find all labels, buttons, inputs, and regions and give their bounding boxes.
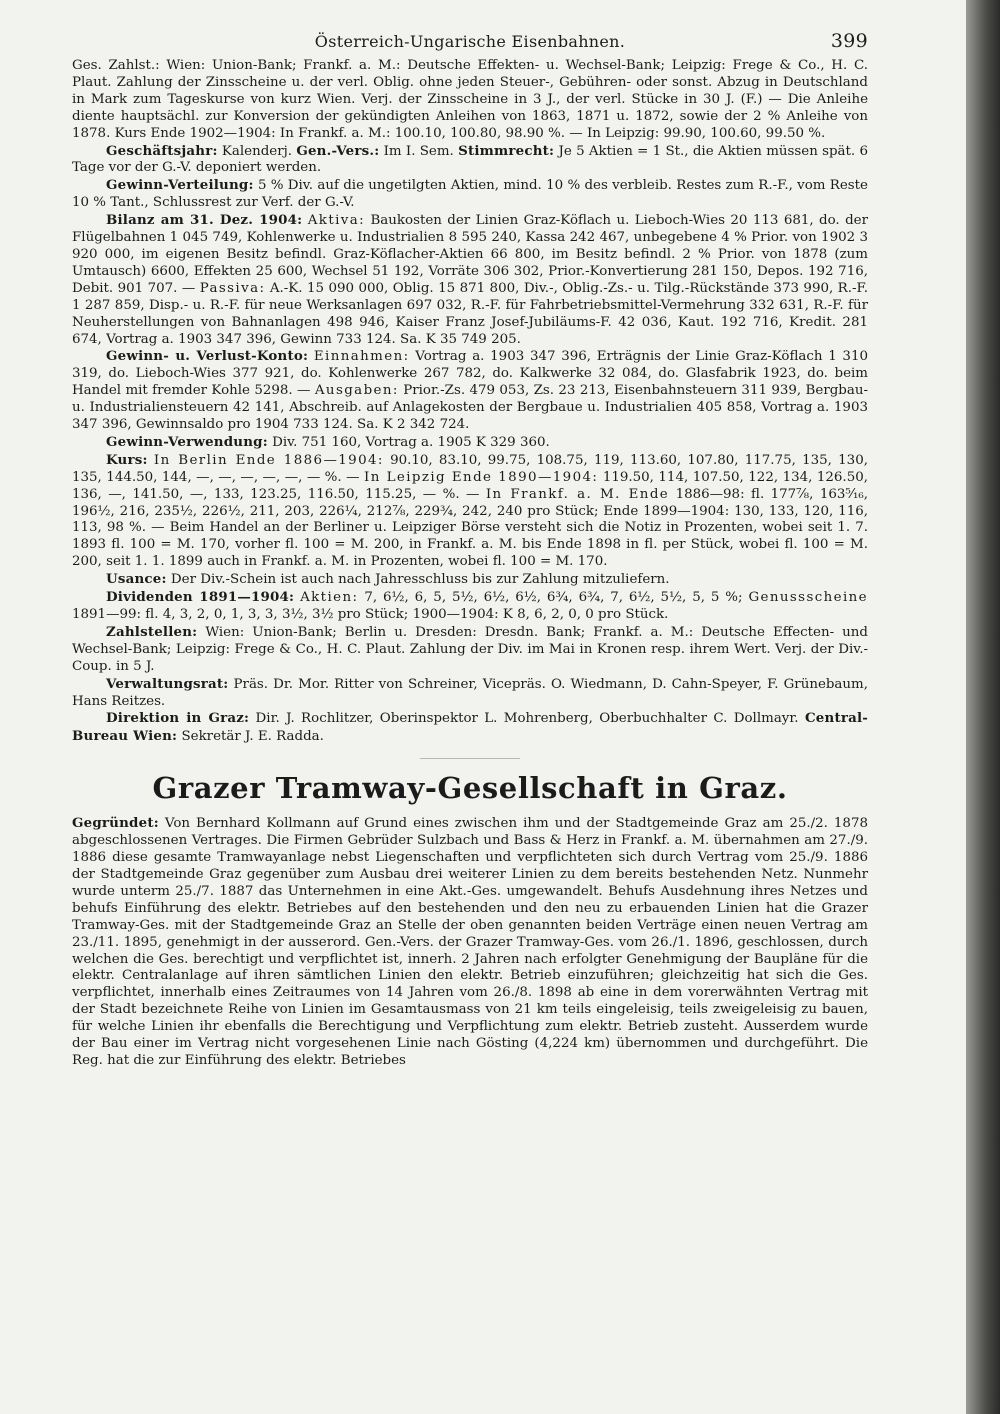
- text-gegruendet: Von Bernhard Kollmann auf Grund eines zwischen ihm und der Stadtgemeinde Graz am 25./2. 1878 abgeschlossenen Vertrages. Die Firmen Gebrüder Sulzbach und Bass & Herz in Frankf. a. M. übernahmen am 27./9. 1886 diese gesamte Tramwayanlage nebst Liegenschaften und verpflichteten sich durch Vertrag vom 25./9. 1886 der Stadtgemeinde Graz gegenüber zum Ausbau drei weiterer Linien zu dem bereits bestehenden Netz. Nunmehr wurde unterm 25./7. 1887 das Unternehmen in eine Akt.-Ges. umgewandelt. Behufs Ausdehnung ihres Netzes und behufs Einführung des elektr. Betriebes auf den bestehenden und den neu zu erbauenden Linien hat die Grazer Tramway-Ges. mit der Stadtgemeinde Graz an Stelle der oben genannten beiden Verträge einen neuen Vertrag am 23./11. 1895, genehmigt in der ausserord. Gen.-Vers. der Grazer Tramway-Ges. vom 26./1. 1896, geschlossen, durch welchen die Ges. berechtigt und verpflichtet ist, innerh. 2 Jahren nach erfolgter Genehmigung der Baupläne für die elektr. Centralanlage auf ihren sämtlichen Linien den elektr. Betrieb einzuführen; gleichzeitig hat sich die Ges. verpflichtet, innerhalb eines Zeitraumes von 14 Jahren vom 26./8. 1898 ab eine in dem vorerwähnten Vertrag mit der Stadt bezeichnete Reihe von Linien im Gesamtausmass von 21 km teils eingeleisig, teils zweigeleisig zu bauen, für welche Linien ihr ebenfalls die Berechtigung und Verpflichtung zum elektr. Betrieb zusteht. Ausserdem wurde der Bau einer im Vertrag nicht vorgesehenen Linie nach Gösting (4,224 km) übernommen und durchgeführt. Die Reg. hat die zur Einführung des elektr. Betriebes: [72, 816, 868, 1068]
- text-kurs-berlin: 90.10, 83.10, 99.75, 108.75, 119, 113.60, 107.80, 117.75, 135, 130, 135, 144.50, 144, —, —, —, —, —, — %. —: [72, 452, 868, 485]
- text-verwaltungsrat: Präs. Dr. Mor. Ritter von Schreiner, Vicepräs. O. Wiedmann, D. Cahn-Speyer, F. Grünebaum, Hans Reitzes.: [72, 676, 868, 709]
- entry-graz-koeflach: [72, 58, 868, 746]
- text-aktiva: Baukosten der Linien Graz-Köflach u. Lieboch-Wies 20 113 681, do. der Flügelbahnen 1 045 749, Kohlenwerke u. Industrialien 8 595 240, Kassa 242 467, unbegebene 4 % Prior. von 1902 3 920 000, im eigenen Besitz befindl. Graz-Köflacher-Aktien 66 800, im Besitz befindl. 2 % Prior. von 1878 (zum Umtausch) 6600, Effekten 25 600, Wechsel 51 192, Vorräte 306 302, Prior.-Konvertierung 281 150, Depos. 192 716, Debit. 901 707. —: [72, 213, 868, 296]
- running-header: [72, 28, 868, 58]
- paragraph-geschaeftsjahr: [72, 143, 868, 178]
- text-passiva: A.-K. 15 090 000, Oblig. 15 871 800, Div.-, Oblig.-Zs.- u. Tilg.-Rückstände 373 990, R.-F. 1 287 859, Disp.- u. R.-F. für neue Werksanlagen 697 032, R.-F. für Fahrbetriebsmittel-Vermehrung 332 631, R.-F. für Neuherstellungen von Bahnanlagen 498 946, Kaiser Franz Josef-Jubiläums-F. 42 036, Kaut. 192 716, Kredit. 281 674, Vortrag a. 1903 347 396, Gewinn 733 124. Sa. K 35 749 205.: [72, 280, 869, 347]
- text-stimmrecht: Je 5 Aktien = 1 St., die Aktien müssen spät. 6 Tage vor der G.-V. deponiert werden.: [72, 143, 868, 176]
- text-usance: Der Div.-Schein ist auch nach Jahresschluss bis zur Zahlung mitzuliefern.: [170, 572, 670, 588]
- running-title: Österreich-Ungarische Eisenbahnen.: [314, 32, 626, 51]
- text-zahlstellen: Wien: Union-Bank; Berlin u. Dresden: Dresdn. Bank; Frankf. a. M.: Deutsche Effecten- und Wechsel-Bank; Leipzig: Frege & Co., H. C. Plaut. Zahlung der Div. im Mai in Kronen resp. ihrem Wert. Verj. der Div.-Coup. in 5 J.: [72, 624, 868, 674]
- page-binding-shadow: [966, 0, 1000, 1414]
- text-einnahmen: Vortrag a. 1903 347 396, Erträgnis der Linie Graz-Köflach 1 310 319, do. Lieboch-Wies 377 921, do. Kohlenwerke 267 782, do. Kalkwerke 32 084, do. Glasfabrik 1923, do. beim Handel mit fremder Kohle 5298. —: [72, 349, 868, 399]
- paragraph-gewinnverteilung: [72, 177, 868, 212]
- text-genvers: Im I. Sem.: [383, 143, 454, 159]
- paragraph-gegruendet: [72, 815, 868, 1070]
- paragraph-gewinnverwendung: [72, 434, 868, 452]
- label-stimmrecht: Stimmrecht:: [458, 142, 555, 159]
- text-gewinnverwendung: Div. 751 160, Vortrag a. 1905 K 329 360.: [272, 434, 550, 450]
- text-dividenden-aktien: 7, 6½, 6, 5, 5½, 6½, 6½, 6¾, 6¾, 7, 6½, 5½, 5, 5 %;: [364, 590, 743, 606]
- text-geschaeftsjahr: Kalenderj.: [221, 143, 293, 159]
- word-kurs-leipzig: In Leipzig Ende 1890—1904:: [364, 469, 599, 485]
- word-kurs-frankf: In Frankf. a. M. Ende: [485, 486, 670, 502]
- text-kurs-frankf: 1886—98: fl. 177⅞, 163⁵⁄₁₆, 196½, 216, 235½, 226½, 211, 203, 226¼, 212⅞, 229¾, 242, 240 pro Stück; Ende 1899—1904: 130, 133, 120, 116, 113, 98 %. — Beim Handel an der Berliner u. Leipziger Börse versteht sich die Notiz in Prozenten, wobei seit 1. 7. 1893 fl. 100 = M. 170, vorher fl. 100 = M. 200, in Frankf. a. M. bis Ende 1898 in fl. per Stück, wobei fl. 100 = M. 200, seit 1. 1. 1899 auch in Frankf. a. M. in Prozenten, wobei fl. 100 = M. 170.: [72, 486, 868, 570]
- word-aktiva: Aktiva:: [307, 213, 366, 229]
- label-geschaeftsjahr: Geschäftsjahr:: [106, 142, 218, 159]
- section-title-grazer-tramway: Grazer Tramway-Gesellschaft in Graz.: [152, 771, 788, 806]
- paragraph-bilanz: [72, 212, 868, 348]
- word-passiva: Passiva:: [199, 280, 266, 296]
- word-dividenden-aktien: Aktien:: [300, 590, 359, 606]
- label-usance: Usance:: [106, 571, 167, 588]
- page-content: [72, 28, 868, 1070]
- section-divider: [420, 758, 520, 759]
- label-kurs: Kurs:: [106, 451, 148, 468]
- paragraph-kurs: [72, 452, 868, 571]
- word-einnahmen: Einnahmen:: [313, 349, 410, 365]
- paragraph-dividenden: [72, 589, 868, 624]
- paragraph-zahlstellen: [72, 624, 868, 676]
- label-gewinnverwendung: Gewinn-Verwendung:: [106, 433, 268, 450]
- text-kurs-leipzig: 119.50, 114, 107.50, 122, 134, 126.50, 136, —, 141.50, —, 133, 123.25, 116.50, 115.25, — %. —: [72, 469, 868, 502]
- label-dividenden: Dividenden 1891—1904:: [106, 589, 295, 606]
- label-gewinnverteilung: Gewinn-Verteilung:: [106, 177, 254, 194]
- entry-grazer-tramway: [72, 815, 868, 1070]
- word-kurs-berlin: In Berlin Ende 1886—1904:: [153, 452, 384, 468]
- paragraph-guv: [72, 348, 868, 434]
- text-direktion: Dir. J. Rochlitzer, Oberinspektor L. Mohrenberg, Oberbuchhalter C. Dollmayr.: [255, 711, 799, 727]
- label-verwaltungsrat: Verwaltungsrat:: [106, 675, 229, 692]
- paragraph-direktion: [72, 710, 868, 746]
- label-genvers: Gen.-Vers.:: [296, 142, 380, 159]
- label-centralbureau: Central-Bureau Wien:: [72, 710, 869, 745]
- paragraph-zahlstellen-anleihe: Ges. Zahlst.: Wien: Union-Bank; Frankf. a. M.: Deutsche Effekten- u. Wechsel-Bank; Leipzig: Frege & Co., H. C. Plaut. Zahlung der Zinsscheine u. der verl. Oblig. ohne jeden Steuer-, Gebühren- oder sonst. Abzug in Deutschland in Mark zum Tageskurse von kurz Wien. Verj. der Zinsscheine in 3 J., der verl. Stücke in 30 J. (F.) — Die Anleihe diente hauptsächl. zur Konversion der gekündigten Anleihen von 1863, 1871 u. 1872, sowie der 2 % Anleihe von 1878. Kurs Ende 1902—1904: In Frankf. a. M.: 100.10, 100.80, 98.90 %. — In Leipzig: 99.90, 100.60, 99.50 %.: [72, 58, 868, 141]
- label-gegruendet: Gegründet:: [72, 815, 159, 832]
- label-bilanz: Bilanz am 31. Dez. 1904:: [106, 212, 303, 229]
- text-ausgaben: Prior.-Zs. 479 053, Zs. 23 213, Eisenbahnsteuern 311 939, Bergbau- u. Industrialiensteuern 42 141, Abschreib. auf Anlagekosten der Bergbaue u. Industrialien 405 858, Vortrag a. 1903 347 396, Gewinnsaldo pro 1904 733 124. Sa. K 2 342 724.: [72, 383, 868, 433]
- label-direktion: Direktion in Graz:: [106, 710, 250, 727]
- page-number: 399: [830, 30, 868, 52]
- text-dividenden-genuss: 1891—99: fl. 4, 3, 2, 0, 1, 3, 3, 3½, 3½ pro Stück; 1900—1904: K 8, 6, 2, 0, 0 pro Stück.: [72, 607, 669, 622]
- label-guv: Gewinn- u. Verlust-Konto:: [106, 348, 309, 365]
- word-ausgaben: Ausgaben:: [314, 383, 399, 399]
- label-zahlstellen: Zahlstellen:: [106, 623, 198, 640]
- paragraph-verwaltungsrat: [72, 676, 868, 711]
- word-dividenden-genuss: Genussscheine: [748, 590, 869, 606]
- text-gewinnverteilung: 5 % Div. auf die ungetilgten Aktien, mind. 10 % des verbleib. Restes zum R.-F., vom Reste 10 % Tant., Schlussrest zur Verf. der G.-V.: [72, 178, 868, 211]
- text-centralbureau: Sekretär J. E. Radda.: [181, 729, 324, 745]
- paragraph-usance: [72, 571, 868, 589]
